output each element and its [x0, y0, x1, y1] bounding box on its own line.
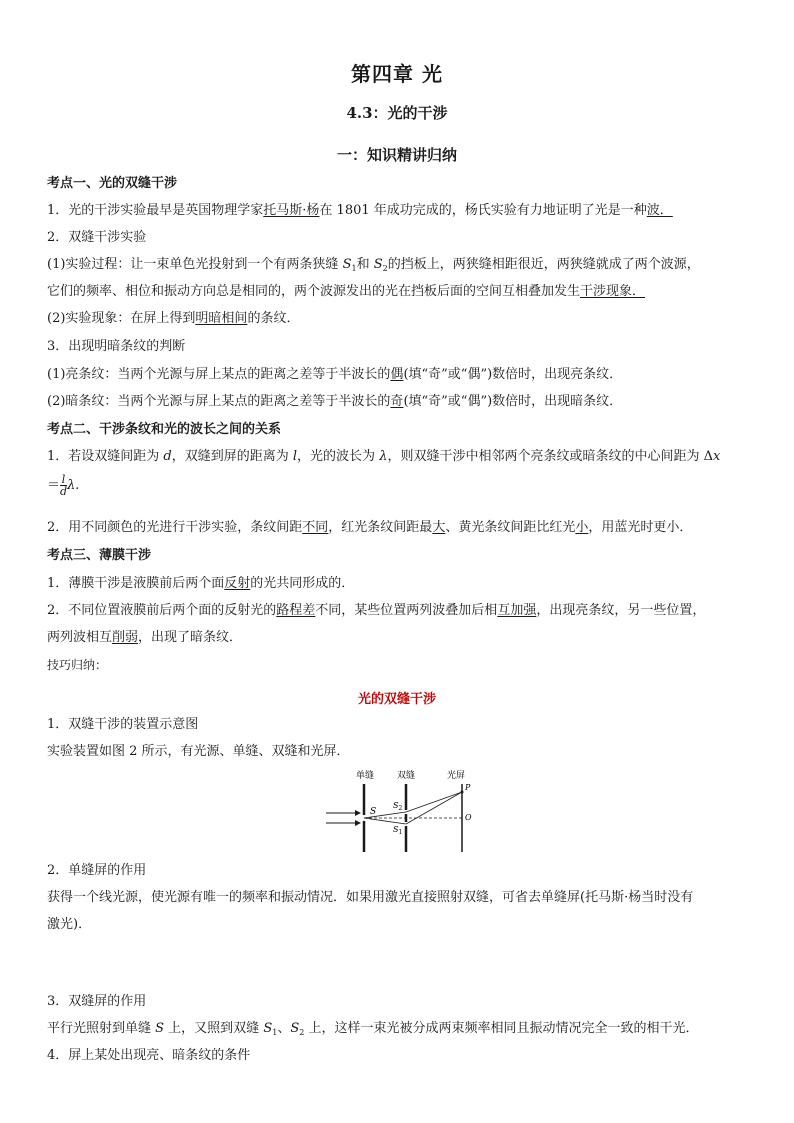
text: 在 1801 年成功完成的，杨氏实验有力地证明了光是一种 — [319, 203, 647, 218]
answer-blank: 偶 — [390, 367, 404, 382]
label-s1 — [393, 825, 402, 836]
text: ，则双缝干涉中相邻两个亮条纹或暗条纹的中心间距为 Δ — [387, 449, 713, 464]
double-slit-diagram — [320, 768, 490, 854]
k1-para-4 — [47, 283, 645, 301]
text: 两列波相互 — [47, 630, 113, 645]
k3-para-2 — [47, 602, 705, 620]
answer-blank: 削弱 — [112, 630, 139, 645]
k3-heading: 考点三、薄膜干涉 — [47, 548, 152, 563]
symbol: λ. — [67, 478, 80, 493]
text: ，双缝到屏的距离为 — [171, 449, 293, 464]
text: 、黄光条纹间距比红光 — [445, 520, 576, 535]
text: 的挡板上，两狭缝相距很近，两狭缝就成了两个波源， — [387, 257, 700, 272]
text: 2．用不同颜色的光进行干涉实验，条纹间距 — [47, 520, 303, 535]
fraction — [60, 474, 67, 497]
equals-sign: ＝ — [47, 478, 61, 493]
text: 的光共同形成的． — [250, 576, 355, 591]
symbol: S — [263, 1021, 273, 1036]
answer-blank: 明暗相间 — [195, 311, 248, 326]
screen-label: 光屏 — [447, 771, 466, 781]
text: 2．不同位置液膜前后两个面的反射光的 — [47, 603, 277, 618]
text: (2)暗条纹：当两个光源与屏上某点的距离之差等于半波长的 — [47, 394, 391, 409]
subscript: 1 — [272, 1028, 278, 1037]
text: 和 — [356, 257, 374, 272]
text: 上，又照到双缝 — [164, 1021, 264, 1036]
label-p: P — [465, 783, 471, 792]
s1-heading: 1．双缝干涉的装置示意图 — [47, 717, 199, 732]
k1-para-1 — [47, 202, 673, 220]
ray-s-to-s1 — [364, 818, 406, 824]
tips-label: 技巧归纳： — [47, 658, 108, 672]
numerator: l — [61, 473, 66, 486]
text: (填“奇”或“偶”)数倍时，出现暗条纹． — [403, 394, 623, 409]
k1-para-6: 3．出现明暗条纹的判断 — [47, 339, 186, 354]
ray-s2-to-p — [406, 792, 462, 812]
text: 它们的频率、相位和振动方向总是相同的，两个波源发出的光在挡板后面的空间互相叠加发生 — [47, 284, 581, 299]
label-s1-letter: S — [393, 825, 399, 834]
text: ，红光条纹间距最 — [328, 520, 433, 535]
answer-blank: 奇 — [390, 394, 404, 409]
text: 、 — [277, 1021, 291, 1036]
ray-s1-to-p — [406, 792, 462, 824]
section-title: 4.3：光的干涉 — [346, 104, 448, 122]
denominator: d — [60, 485, 68, 498]
text: (填“奇”或“偶”)数倍时，出现亮条纹． — [403, 367, 623, 382]
answer-blank: 大 — [432, 520, 446, 535]
symbol: x — [712, 449, 721, 464]
text: 平行光照射到单缝 — [47, 1021, 156, 1036]
s2-text-2: 激光)． — [47, 917, 92, 932]
answer-blank: 干涉现象． — [580, 284, 646, 299]
subscript: 1 — [351, 264, 357, 273]
answer-blank: 波． — [646, 203, 673, 218]
label-s1-sub: 1 — [398, 829, 403, 836]
double-slit-label: 双缝 — [397, 771, 416, 781]
answer-blank: 不同 — [302, 520, 329, 535]
label-s2 — [393, 801, 402, 812]
symbol: λ — [379, 449, 388, 464]
answer-blank: 小 — [575, 520, 589, 535]
k2-para-1 — [47, 448, 720, 466]
section2-heading: 光的双缝干涉 — [357, 692, 436, 707]
label-o: O — [465, 813, 472, 822]
text: 1．若设双缝间距为 — [47, 449, 164, 464]
k1-heading: 考点一、光的双缝干涉 — [47, 176, 178, 191]
text: 不同，某些位置两列波叠加后相 — [315, 603, 498, 618]
subtitle: 一：知识精讲归纳 — [336, 146, 457, 164]
symbol: S — [290, 1021, 300, 1036]
subscript: 2 — [299, 1028, 305, 1037]
text: (2)实验现象：在屏上得到 — [47, 311, 196, 326]
k1-para-5 — [47, 310, 299, 328]
answer-blank: 托马斯·杨 — [263, 203, 320, 218]
k2-para-2 — [47, 519, 692, 537]
chapter-title: 第四章 光 — [351, 62, 443, 86]
text: ，光的波长为 — [297, 449, 380, 464]
symbol: d — [163, 449, 172, 464]
label-s2-letter: S — [393, 801, 399, 810]
s2-text-1: 获得一个线光源，使光源有唯一的频率和振动情况．如果用激光直接照射双缝，可省去单缝屏(托马斯·杨当时没有 — [47, 890, 694, 905]
s3-heading: 3．双缝屏的作用 — [47, 994, 147, 1009]
k1-para-8 — [47, 393, 622, 411]
subscript: 2 — [382, 264, 388, 273]
answer-blank: 互加强 — [497, 603, 537, 618]
answer-blank: 路程差 — [276, 603, 316, 618]
text: (1)实验过程：让一束单色光投射到一个有两条狭缝 — [47, 257, 343, 272]
symbol: l — [292, 449, 298, 464]
k3-para-1 — [47, 575, 354, 593]
point-p — [461, 791, 464, 794]
label-s2-sub: 2 — [398, 805, 403, 812]
text: 1．光的干涉实验最早是英国物理学家 — [47, 203, 264, 218]
text: (1)亮条纹：当两个光源与屏上某点的距离之差等于半波长的 — [47, 367, 391, 382]
k2-heading: 考点二、干涉条纹和光的波长之间的关系 — [47, 422, 282, 437]
s1-text: 实验装置如图 2 所示，有光源、单缝、双缝和光屏． — [47, 744, 350, 759]
symbol: S — [373, 257, 383, 272]
text: ，用蓝光时更小． — [588, 520, 693, 535]
k1-para-2: 2．双缝干涉实验 — [47, 230, 147, 245]
answer-blank: 反射 — [224, 576, 251, 591]
text: 的条纹． — [247, 311, 300, 326]
s4-heading: 4．屏上某处出现亮、暗条纹的条件 — [47, 1048, 251, 1063]
label-s: S — [370, 807, 377, 817]
text: ，出现亮条纹，另一些位置， — [536, 603, 706, 618]
single-slit-label: 单缝 — [356, 771, 375, 781]
text: 1．薄膜干涉是液膜前后两个面 — [47, 576, 225, 591]
s3-text — [47, 1020, 698, 1042]
text: 上，这样一束光被分成两束频率相同且振动情况完全一致的相干光． — [304, 1021, 699, 1036]
symbol: S — [155, 1021, 165, 1036]
text: ，出现了暗条纹． — [138, 630, 243, 645]
symbol: S — [342, 257, 352, 272]
k1-para-7 — [47, 366, 622, 384]
k3-para-3 — [47, 629, 242, 647]
spacing-formula — [47, 474, 79, 497]
k1-para-3 — [47, 256, 700, 278]
s2-heading: 2．单缝屏的作用 — [47, 863, 147, 878]
